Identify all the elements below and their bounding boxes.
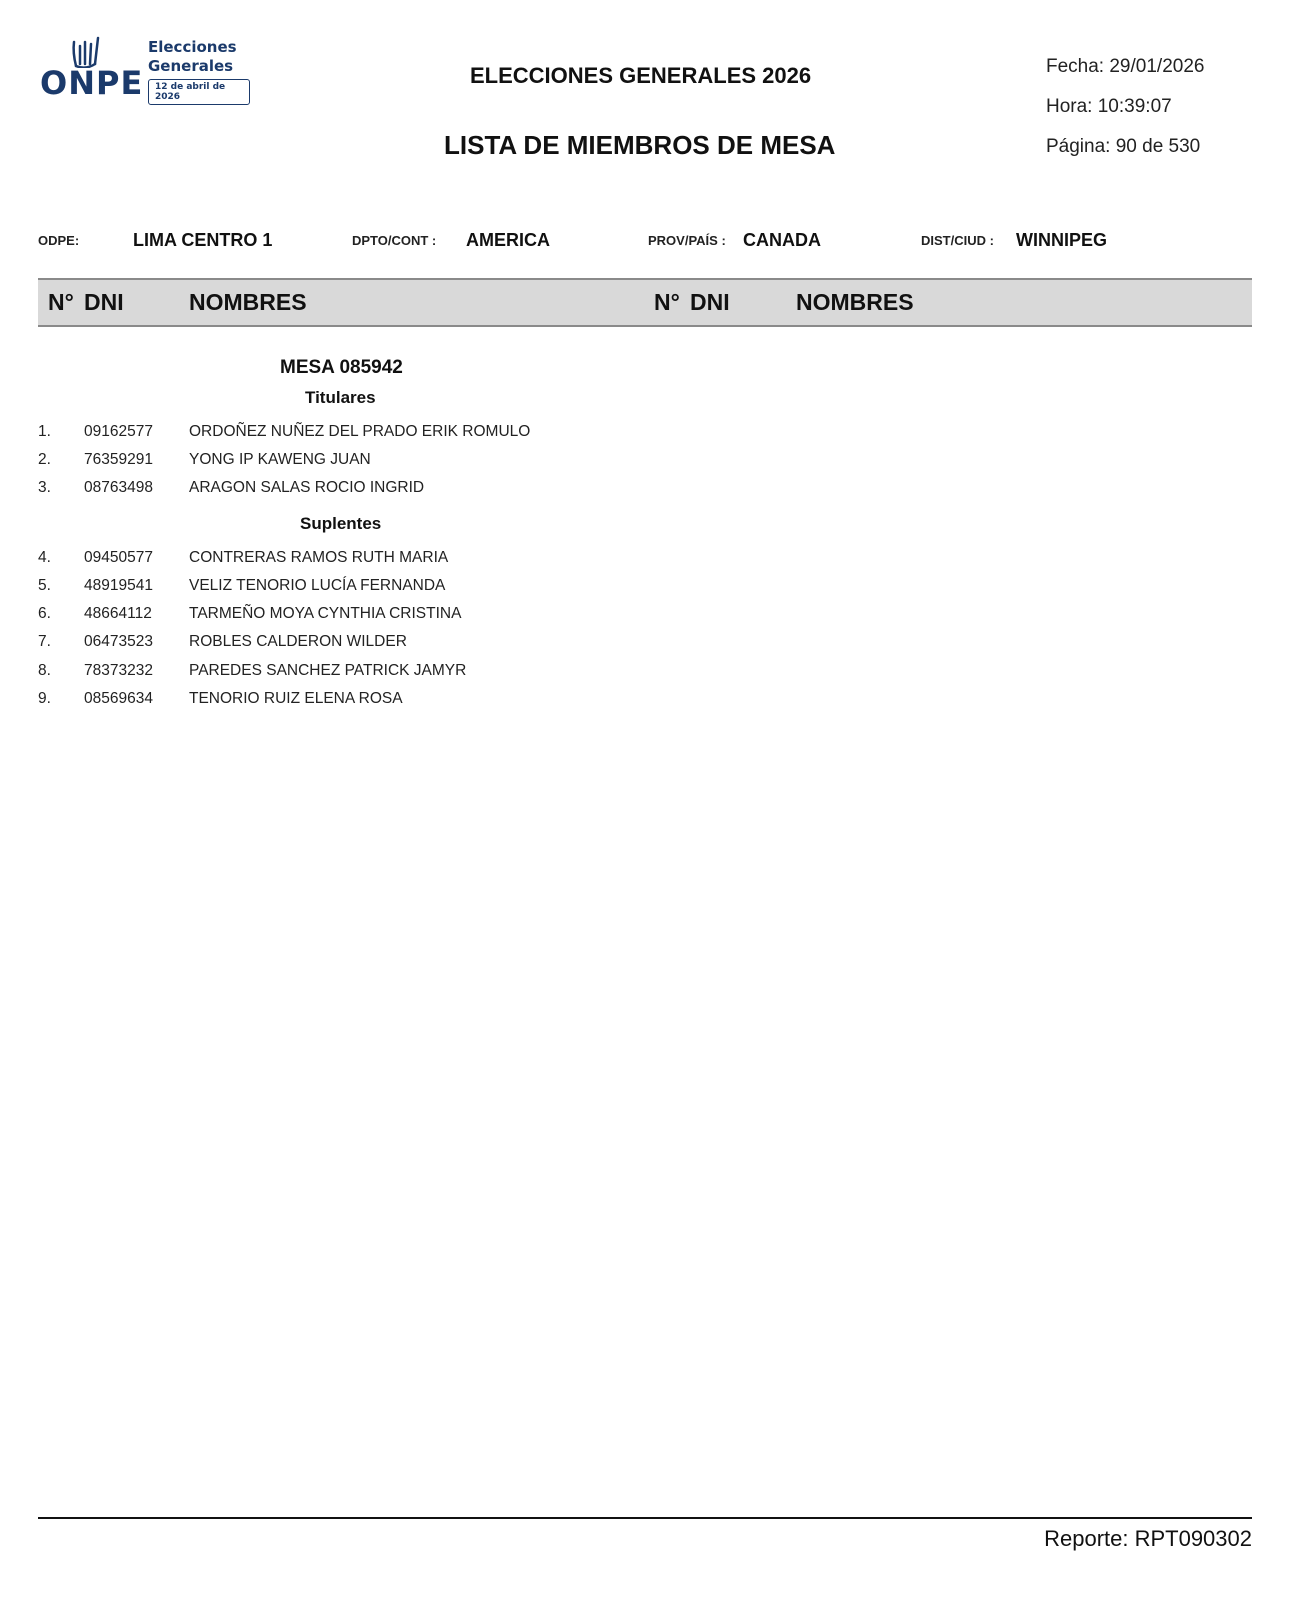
- suplentes-heading: Suplentes: [300, 514, 382, 533]
- row-name: TENORIO RUIZ ELENA ROSA: [189, 690, 403, 707]
- row-dni: 08569634: [84, 690, 153, 707]
- row-name: ARAGON SALAS ROCIO INGRID: [189, 479, 425, 496]
- row-name: CONTRERAS RAMOS RUTH MARIA: [189, 549, 449, 566]
- table-row: [0, 451, 700, 473]
- footer-divider: [38, 1517, 1252, 1519]
- row-name: ROBLES CALDERON WILDER: [189, 633, 407, 650]
- onpe-logo: [40, 36, 250, 106]
- column-nombres-left: NOMBRES: [189, 289, 307, 315]
- table-row: [0, 633, 700, 655]
- row-dni: 06473523: [84, 633, 153, 650]
- row-dni: 09450577: [84, 549, 153, 566]
- dpto-label: DPTO/CONT :: [352, 233, 437, 248]
- logo-line-1: Elecciones: [148, 38, 237, 56]
- row-dni: 76359291: [84, 451, 153, 468]
- row-name: PAREDES SANCHEZ PATRICK JAMYR: [189, 662, 467, 679]
- dist-value: WINNIPEG: [1016, 230, 1108, 250]
- prov-value: CANADA: [743, 230, 821, 250]
- column-nombres-right: NOMBRES: [796, 289, 914, 315]
- dist-label: DIST/CIUD :: [921, 233, 994, 248]
- row-dni: 09162577: [84, 423, 153, 440]
- row-name: TARMEÑO MOYA CYNTHIA CRISTINA: [189, 605, 462, 622]
- column-dni-right: DNI: [690, 289, 730, 315]
- odpe-value: LIMA CENTRO 1: [133, 230, 273, 250]
- titulares-heading: Titulares: [305, 388, 376, 407]
- dpto-value: AMERICA: [466, 230, 550, 250]
- mesa-title: MESA 085942: [280, 357, 403, 378]
- document-subtitle: LISTA DE MIEMBROS DE MESA: [444, 130, 836, 160]
- row-number: 8.: [38, 662, 51, 679]
- table-header: [38, 278, 1252, 327]
- row-name: VELIZ TENORIO LUCÍA FERNANDA: [189, 577, 446, 594]
- odpe-label: ODPE:: [38, 233, 80, 248]
- fecha-text: Fecha: 29/01/2026: [1046, 56, 1205, 77]
- hora-text: Hora: 10:39:07: [1046, 96, 1172, 117]
- logo-date-badge: 12 de abril de 2026: [148, 79, 250, 105]
- document-title: ELECCIONES GENERALES 2026: [470, 63, 812, 88]
- logo-brand: ONPE: [40, 64, 144, 102]
- row-number: 5.: [38, 577, 51, 594]
- row-number: 2.: [38, 451, 51, 468]
- row-name: ORDOÑEZ NUÑEZ DEL PRADO ERIK ROMULO: [189, 423, 531, 440]
- row-dni: 78373232: [84, 662, 153, 679]
- logo-line-2: Generales: [148, 57, 234, 75]
- column-num-left: N°: [48, 289, 74, 315]
- column-num-right: N°: [654, 289, 680, 315]
- table-row: [0, 549, 700, 571]
- table-row: [0, 479, 700, 501]
- row-number: 9.: [38, 690, 51, 707]
- row-number: 3.: [38, 479, 51, 496]
- row-dni: 48919541: [84, 577, 153, 594]
- row-number: 6.: [38, 605, 51, 622]
- row-number: 4.: [38, 549, 51, 566]
- row-dni: 08763498: [84, 479, 153, 496]
- table-row: [0, 690, 700, 712]
- table-row: [0, 577, 700, 599]
- pagina-text: Página: 90 de 530: [1046, 136, 1201, 157]
- table-row: [0, 662, 700, 684]
- prov-label: PROV/PAÍS :: [648, 233, 726, 248]
- table-row: [0, 605, 700, 627]
- row-name: YONG IP KAWENG JUAN: [189, 451, 371, 468]
- column-dni-left: DNI: [84, 289, 124, 315]
- row-number: 1.: [38, 423, 51, 440]
- table-row: [0, 423, 700, 445]
- row-number: 7.: [38, 633, 51, 650]
- row-dni: 48664112: [84, 605, 152, 622]
- report-code: Reporte: RPT090302: [1044, 1526, 1252, 1551]
